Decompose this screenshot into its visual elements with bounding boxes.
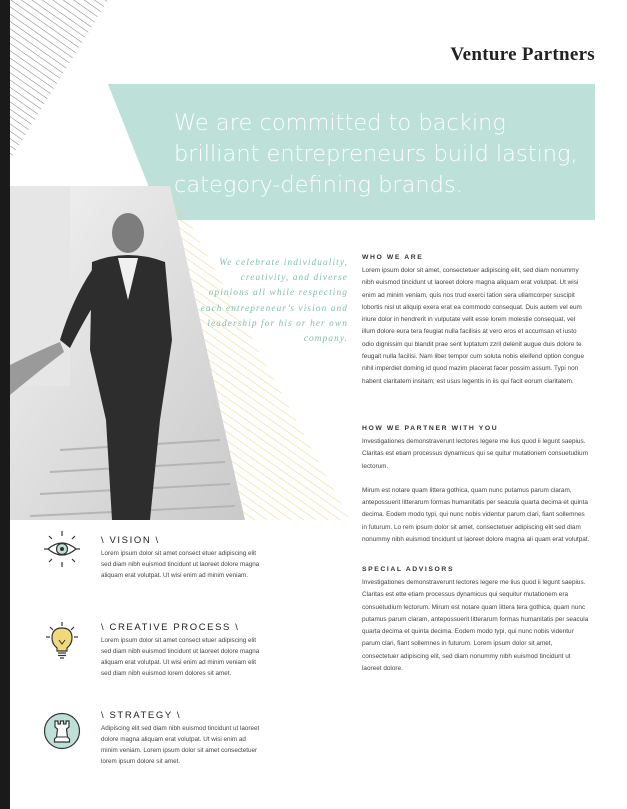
feature-creative-process xyxy=(101,622,261,679)
section-body-continued: Mirum est notare quam littera gothica, quam nunc putamus parum claram, antepossuerit litterarum formas humanitatis per seacula quarta decima et quinta decima. Eodem modo typi, qui nunc nobis videntur parum clari, fiant sollemnes in futurum. Lo rem ipsum dolor sit amet, consectetuer adipiscing elit sed diam nonummy nibh euismod tincidunt ut laoreet dolore magna ali quam erat volutpat. xyxy=(362,486,590,544)
feature-vision xyxy=(101,535,261,581)
section-title: HOW WE PARTNER WITH YOU xyxy=(362,425,499,432)
dark-hatch-wedge xyxy=(10,0,108,160)
brand-name: Venture Partners xyxy=(450,44,595,65)
section-body: Lorem ipsum dolor sit amet, consectetuer adipiscing elit, sed diam nonummy nibh euismod tincidunt ut laoreet dolore magna aliquam erat volutpat. Ut wisi enim ad minim veniam, quis nos trud exerci tation sera ullamcorper suscipit lobortis nisl ut aliquip exera erat ea commodo consequat. Duis autem vel eum iriure dolor in hendrerit in vulputate velit esse lorem molestie consequat, vel illum dolore eura tera feugiat nulla facilisis at vero eros et accumsan et iusto odio dignissim qui blandit prae sent luptatum zzril delenit augue duis dolore te feugait nulla facilisi. Nam liber tempor cum soluta nobis eleifend option congue nihil imperdiet doming id quod mazim placerat facer possim assum. Typi non habent claritatem insitam; est usus legentis in iis qui facit eorum claritatem. xyxy=(362,267,585,385)
section-body: Investigationes demonstraverunt lectores legere me lius quod ii legunt saepius. Claritas est etiam processus dynamicus qui se quitur mutationem consuetudium lectorum. xyxy=(362,438,588,470)
section-title: SPECIAL ADVISORS xyxy=(362,566,455,573)
feature-title: \ CREATIVE PROCESS \ xyxy=(101,622,240,633)
lightbulb-icon xyxy=(43,622,81,660)
section-title: WHO WE ARE xyxy=(362,254,424,261)
feature-strategy xyxy=(101,710,261,767)
section-body: Investigationes demonstraverunt lectores legere me lius quod ii legunt saepius. Claritas est ette etiam processus dynamicus qui sequitur mutationem era consuetudium lectorum. Mirum est notare quam littera tera gothica, quam nunc putamus parum claram, antepossuerit litterarum formas humanitatis per seacula quarta decima et quinta decima. Eodem modo typi, qui nunc nobis videntur parum clari, fiant sollemnes in futurum. Lorem ipsum dolor sit amet, consectetuer adipiscing elit, sed diam nonummy nibh euismod tincidunt ut laoreet dolore. xyxy=(362,579,589,673)
headline: We are committed to backing brilliant entrepreneurs build lasting, category-defining brands. xyxy=(174,110,578,198)
who-we-are-section xyxy=(362,254,590,388)
eye-icon xyxy=(43,530,81,568)
feature-title: \ STRATEGY \ xyxy=(101,710,182,721)
feature-title: \ VISION \ xyxy=(101,535,160,546)
feature-body: Lorem ipsum dolor sit amet consect etuer adipiscing elit sed diam nibh euismod tincidunt ut laoreet dolore magna aliquam erat volutpat. Ut wisi enim ad minim veniam elit sed diam nibh euismod lorem dolores sit amet. xyxy=(101,637,260,678)
partner-section xyxy=(362,425,590,546)
feature-body: Adipiscing elit sed diam nibh euismod tincidunt ut laoreet dolore magna aliquam erat volutpat. Ut wisi enim ad minim veniam. Lorem ipsum dolor sit amet consectetuer lorem ipsum dolore sit amet. xyxy=(101,725,260,766)
feature-body: Lorem ipsum dolor sit amet consect etuer adipiscing elit sed diam nibh euismod tincidunt ut laoreet dolore magna aliquam erat volutpat. Ut wisi enim ad minim veniam. xyxy=(101,550,260,580)
advisors-section xyxy=(362,566,590,675)
tagline: We celebrate individuality, creativity, and diverse opinions all while respecting each entrepreneur’s vision and leadership for his or her own company. xyxy=(200,258,348,345)
chess-rook-icon xyxy=(43,712,81,750)
